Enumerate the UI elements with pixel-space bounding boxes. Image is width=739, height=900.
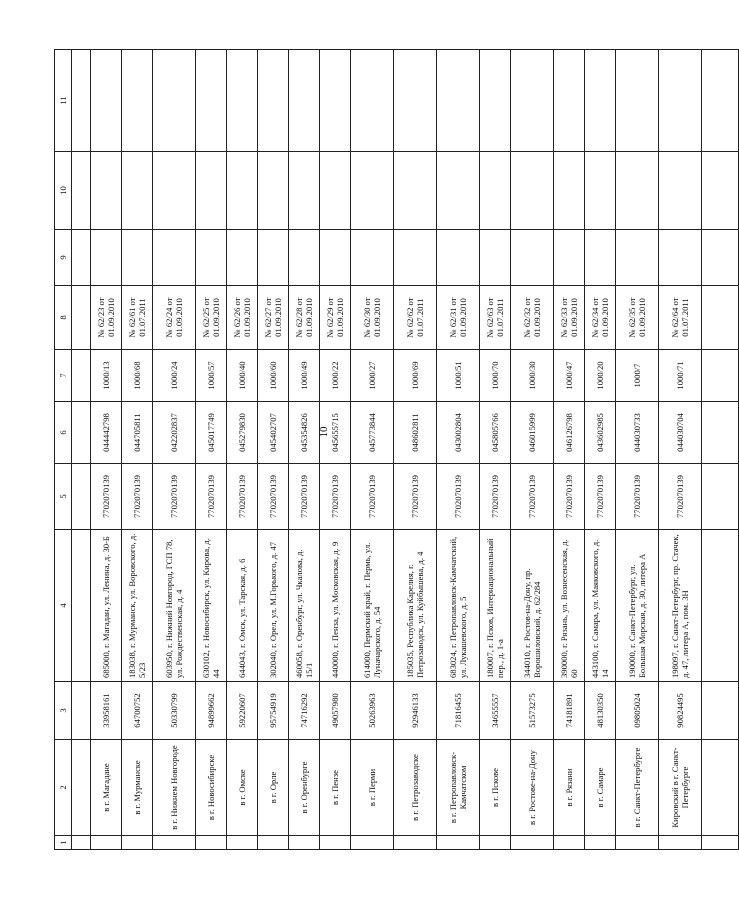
cell-c8: № 62/63 от 01.07.2011	[480, 286, 511, 350]
cell-c5: 7702070139	[511, 464, 554, 530]
cell-empty	[394, 230, 437, 286]
cell-empty	[702, 286, 739, 350]
cell-empty	[394, 836, 437, 850]
cell-c5: 7702070139	[585, 464, 616, 530]
cell-c5: 7702070139	[554, 464, 585, 530]
cell-c6: 045402707	[258, 402, 289, 464]
cell-empty	[511, 50, 554, 152]
cell-empty	[320, 50, 351, 152]
cell-c8: № 62/23 от 01.09.2010	[91, 286, 122, 350]
cell-c3: 09805024	[616, 682, 659, 740]
branches-table	[54, 49, 739, 850]
cell-c5: 7702070139	[320, 464, 351, 530]
cell-empty	[289, 836, 320, 850]
cell-empty	[227, 836, 258, 850]
table-row	[351, 50, 394, 850]
cell-empty	[554, 50, 585, 152]
blank-row	[702, 50, 739, 850]
table-row	[196, 50, 227, 850]
cell-empty	[702, 402, 739, 464]
cell-empty	[702, 740, 739, 836]
cell-empty	[320, 836, 351, 850]
column-number-row	[55, 50, 72, 850]
cell-c7: 1000/71	[659, 350, 702, 402]
cell-c5: 7702070139	[480, 464, 511, 530]
cell-c8: № 62/35 от 01.09.2010	[616, 286, 659, 350]
col-header: 2	[55, 740, 72, 836]
table-row	[616, 50, 659, 850]
cell-empty	[258, 152, 289, 230]
cell-empty	[196, 836, 227, 850]
cell-c8: № 62/64 от 01.07.2011	[659, 286, 702, 350]
cell-empty	[616, 230, 659, 286]
cell-empty	[702, 50, 739, 152]
cell-empty	[480, 50, 511, 152]
table-row	[511, 50, 554, 850]
cell-empty	[659, 152, 702, 230]
col-header: 3	[55, 682, 72, 740]
col-header: 6	[55, 402, 72, 464]
table-row	[554, 50, 585, 850]
cell-empty	[153, 836, 196, 850]
cell-empty	[702, 682, 739, 740]
cell-c8: № 62/24 от 01.09.2010	[153, 286, 196, 350]
cell-empty	[122, 152, 153, 230]
cell-c2: в г. Ростове-на-Дону	[511, 740, 554, 836]
cell-c2: в г. Магадане	[91, 740, 122, 836]
cell-c6: 044030704	[659, 402, 702, 464]
cell-empty	[196, 50, 227, 152]
cell-c4: 180007, г. Псков, Интернациональный пер., д. 1-а	[480, 530, 511, 682]
cell-c3: 71816455	[437, 682, 480, 740]
col-header: 5	[55, 464, 72, 530]
cell-empty	[394, 152, 437, 230]
cell-c6: 045655715	[320, 402, 351, 464]
table-row	[122, 50, 153, 850]
cell-c4: 440000, г. Пенза, ул. Московская, д. 9	[320, 530, 351, 682]
cell-c5: 7702070139	[91, 464, 122, 530]
cell-c6: 043002804	[437, 402, 480, 464]
cell-empty	[480, 152, 511, 230]
cell-empty	[394, 50, 437, 152]
col-header: 1	[55, 836, 72, 850]
cell-c4: 614000, Пермский край, г. Пермь, ул. Луначарского, д. 54	[351, 530, 394, 682]
col-header: 9	[55, 230, 72, 286]
cell-c3: 94899662	[196, 682, 227, 740]
cell-c3: 48130350	[585, 682, 616, 740]
table-row	[153, 50, 196, 850]
cell-empty	[351, 152, 394, 230]
cell-c3: 90824495	[659, 682, 702, 740]
cell-c2: в г. Нижнем Новгороде	[153, 740, 196, 836]
cell-c6: 045017749	[196, 402, 227, 464]
cell-c2: в г. Мурманске	[122, 740, 153, 836]
cell-c7: 1000/57	[196, 350, 227, 402]
cell-empty	[702, 230, 739, 286]
cell-empty	[480, 836, 511, 850]
cell-c2: в г. Пензе	[320, 740, 351, 836]
cell-c5: 7702070139	[153, 464, 196, 530]
cell-c7: 1000/47	[554, 350, 585, 402]
cell-empty	[437, 152, 480, 230]
cell-c4: 344010, г. Ростов-на-Дону, пр. Ворошиловский, д. 62/284	[511, 530, 554, 682]
cell-c4: 443100, г. Самара, ул. Маяковского, д. 14	[585, 530, 616, 682]
cell-c8: № 62/33 от 01.09.2010	[554, 286, 585, 350]
cell-c6: 044705811	[122, 402, 153, 464]
cell-empty	[616, 152, 659, 230]
cell-c8: № 62/62 от 01.07.2011	[394, 286, 437, 350]
cell-c4: 460058, г. Оренбург, ул. Чкалова, д. 15/1	[289, 530, 320, 682]
cell-c6: 044030733	[616, 402, 659, 464]
cell-c2: в г. Петрозаводске	[394, 740, 437, 836]
cell-empty	[702, 350, 739, 402]
cell-empty	[153, 50, 196, 152]
cell-c6: 045773844	[351, 402, 394, 464]
cell-c3: 49057980	[320, 682, 351, 740]
table-row	[659, 50, 702, 850]
cell-empty	[153, 152, 196, 230]
cell-c2: в г. Рязани	[554, 740, 585, 836]
cell-empty	[289, 152, 320, 230]
cell-empty	[585, 152, 616, 230]
cell-c7: 1000/51	[437, 350, 480, 402]
cell-c4: 302040, г. Орел, ул. М.Горького, д. 47	[258, 530, 289, 682]
cell-empty	[585, 230, 616, 286]
cell-c8: № 62/27 от 01.09.2010	[258, 286, 289, 350]
cell-c3: 92946133	[394, 682, 437, 740]
cell-c3: 59220607	[227, 682, 258, 740]
cell-c7: 1000/27	[351, 350, 394, 402]
cell-c3: 34655557	[480, 682, 511, 740]
cell-empty	[616, 50, 659, 152]
cell-c6: 048602811	[394, 402, 437, 464]
cell-empty	[258, 836, 289, 850]
cell-empty	[702, 152, 739, 230]
table-row	[320, 50, 351, 850]
cell-c2: в г. Оренбурге	[289, 740, 320, 836]
cell-empty	[659, 230, 702, 286]
cell-c6: 043602985	[585, 402, 616, 464]
cell-empty	[91, 836, 122, 850]
col-header: 10	[55, 152, 72, 230]
cell-empty	[91, 230, 122, 286]
table-row	[394, 50, 437, 850]
cell-c6: 045805766	[480, 402, 511, 464]
cell-empty	[289, 230, 320, 286]
cell-c5: 7702070139	[122, 464, 153, 530]
cell-c7: 1000/7	[616, 350, 659, 402]
cell-empty	[585, 836, 616, 850]
cell-c4: 630102, г. Новосибирск, ул. Кирова, д. 44	[196, 530, 227, 682]
cell-empty	[153, 230, 196, 286]
cell-c3: 64700752	[122, 682, 153, 740]
cell-empty	[227, 152, 258, 230]
cell-empty	[702, 836, 739, 850]
cell-empty	[437, 50, 480, 152]
cell-empty	[258, 50, 289, 152]
cell-c7: 1000/60	[258, 350, 289, 402]
cell-empty	[227, 50, 258, 152]
cell-c4: 603950, г. Нижний Новгород, ГСП 78, ул. Рождественская, д. 4	[153, 530, 196, 682]
cell-c5: 7702070139	[289, 464, 320, 530]
cell-c8: № 62/25 от 01.09.2010	[196, 286, 227, 350]
cell-empty	[122, 230, 153, 286]
cell-empty	[437, 836, 480, 850]
cell-c3: 50330799	[153, 682, 196, 740]
cell-c3: 74716292	[289, 682, 320, 740]
cell-c6: 046126798	[554, 402, 585, 464]
cell-c7: 1000/30	[511, 350, 554, 402]
cell-c8: № 62/32 от 01.09.2010	[511, 286, 554, 350]
cell-c3: 51573275	[511, 682, 554, 740]
cell-c6: 045279830	[227, 402, 258, 464]
cell-c2: в г. Петропавловск-Камчатском	[437, 740, 480, 836]
col-header: 4	[55, 530, 72, 682]
cell-empty	[437, 230, 480, 286]
cell-c7: 1000/13	[91, 350, 122, 402]
cell-empty	[91, 50, 122, 152]
table-row	[227, 50, 258, 850]
cell-empty	[196, 152, 227, 230]
cell-c2: в г. Пскове	[480, 740, 511, 836]
cell-c2: Кировский в г. Санкт-Петербурге	[659, 740, 702, 836]
table-row	[289, 50, 320, 850]
cell-c2: в г. Орле	[258, 740, 289, 836]
cell-c5: 7702070139	[196, 464, 227, 530]
table-row	[480, 50, 511, 850]
cell-c3: 74181891	[554, 682, 585, 740]
cell-empty	[554, 836, 585, 850]
cell-c7: 1000/20	[585, 350, 616, 402]
cell-c5: 7702070139	[437, 464, 480, 530]
cell-c5: 7702070139	[258, 464, 289, 530]
cell-empty	[585, 50, 616, 152]
cell-c8: № 62/61 от 01.07.2011	[122, 286, 153, 350]
cell-empty	[351, 230, 394, 286]
cell-empty	[554, 230, 585, 286]
cell-empty	[616, 836, 659, 850]
cell-c6: 044442798	[91, 402, 122, 464]
cell-c4: 190000, г. Санкт-Петербург, ул. Большая Морская, д. 30, литера А	[616, 530, 659, 682]
cell-c4: 185035, Республика Карелия, г. Петрозаводск, ул. Куйбышева, д. 4	[394, 530, 437, 682]
cell-empty	[511, 230, 554, 286]
rotated-table-wrapper	[54, 50, 690, 850]
cell-empty	[480, 230, 511, 286]
cell-empty	[196, 230, 227, 286]
table-row	[585, 50, 616, 850]
cell-c7: 1000/69	[394, 350, 437, 402]
cell-c2: в г. Санкт-Петербурге	[616, 740, 659, 836]
cell-empty	[91, 152, 122, 230]
col-header: 11	[55, 50, 72, 152]
cell-c6: 045354826	[289, 402, 320, 464]
cell-empty	[227, 230, 258, 286]
cell-c7: 1000/70	[480, 350, 511, 402]
cell-c2: в г. Омске	[227, 740, 258, 836]
cell-c3: 95754919	[258, 682, 289, 740]
cell-empty	[122, 836, 153, 850]
cell-empty	[289, 50, 320, 152]
cell-c3: 33958161	[91, 682, 122, 740]
table-row	[91, 50, 122, 850]
table-row	[437, 50, 480, 850]
cell-empty	[320, 230, 351, 286]
cell-empty	[511, 152, 554, 230]
cell-c2: в г. Перми	[351, 740, 394, 836]
cell-c7: 1000/68	[122, 350, 153, 402]
cell-c6: 046015999	[511, 402, 554, 464]
cell-empty	[659, 836, 702, 850]
cell-c6: 042202837	[153, 402, 196, 464]
cell-c4: 685000, г. Магадан, ул. Ленина, д. 30-Б	[91, 530, 122, 682]
cell-empty	[122, 50, 153, 152]
cell-c5: 7702070139	[351, 464, 394, 530]
cell-c8: № 62/30 от 01.09.2010	[351, 286, 394, 350]
cell-c5: 7702070139	[227, 464, 258, 530]
cell-c2: в г. Самаре	[585, 740, 616, 836]
col-header: 8	[55, 286, 72, 350]
cell-c7: 1000/49	[289, 350, 320, 402]
cell-empty	[554, 152, 585, 230]
cell-empty	[511, 836, 554, 850]
cell-c4: 183038, г. Мурманск, ул. Воровского, д. 5/23	[122, 530, 153, 682]
table-body	[72, 50, 739, 850]
cell-c4: 390000, г. Рязань, ул. Вознесенская, д. 60	[554, 530, 585, 682]
cell-c8: № 62/28 от 01.09.2010	[289, 286, 320, 350]
cell-empty	[702, 464, 739, 530]
cell-c5: 7702070139	[394, 464, 437, 530]
cell-c8: № 62/31 от 01.09.2010	[437, 286, 480, 350]
cell-c7: 1000/22	[320, 350, 351, 402]
cell-empty	[258, 230, 289, 286]
cell-c4: 198097, г. Санкт-Петербург, пр. Стачек, д. 47, литера А, пом. 3Н	[659, 530, 702, 682]
cell-c8: № 62/29 от 01.09.2010	[320, 286, 351, 350]
cell-empty	[351, 50, 394, 152]
cell-empty	[659, 50, 702, 152]
cell-empty	[351, 836, 394, 850]
cell-c8: № 62/26 от 01.09.2010	[227, 286, 258, 350]
cell-c7: 1000/24	[153, 350, 196, 402]
page-number: 10	[318, 426, 330, 438]
cell-c4: 683024, г. Петропавловск-Камчатский, ул. Лукашевского, д. 5	[437, 530, 480, 682]
col-header: 7	[55, 350, 72, 402]
cell-c5: 7702070139	[616, 464, 659, 530]
cell-c7: 1000/40	[227, 350, 258, 402]
cell-c3: 50263963	[351, 682, 394, 740]
cell-c4: 644043, г. Омск, ул. Тарская, д. 6	[227, 530, 258, 682]
cell-empty	[702, 530, 739, 682]
cell-c2: в г. Новосибирске	[196, 740, 227, 836]
cell-c5: 7702070139	[659, 464, 702, 530]
cell-c8: № 62/34 от 01.09.2010	[585, 286, 616, 350]
cell-empty	[320, 152, 351, 230]
table-row	[258, 50, 289, 850]
blank-row	[72, 50, 91, 850]
